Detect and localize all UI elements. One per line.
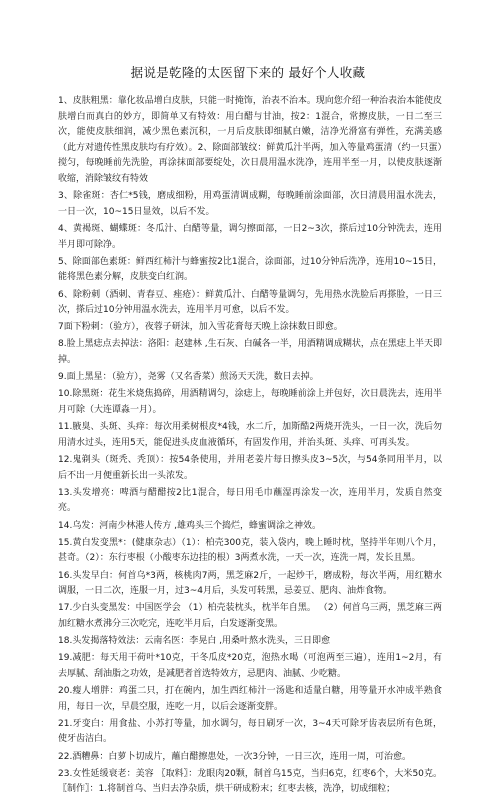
document-body: [58, 94, 442, 800]
paragraph: 5、除面部色素斑：鲜西红柿汁与蜂蜜按2比1混合，涂面部，过10分钟后洗净，连用10~15日，能将黑色素分解，皮肤变白红润。: [58, 256, 442, 283]
paragraph: 19.减肥：每天用干荷叶*10克，干冬瓜皮*20克，泡热水喝（可泡两至三遍），连用1~2月，有去厚腻、刮油脂之功效，是减肥者首选特效方，忌肥肉、油腻、少吃糖。: [58, 653, 442, 679]
paragraph: 12.鬼剃头（斑秃、秃顶）：按54条使用，并用老姜片每日擦头皮3~5次，与54条同用半月，以后不出一月便重新长出一头浓发。: [58, 455, 442, 481]
paragraph: 22.酒糟鼻：白萝卜切成片，蘸白醋擦患处，一次3分钟，一日三次，连用一周，可治愈。: [58, 751, 412, 762]
paragraph: 17.少白头变黑发：中国医学会 （1）柏壳装枕头，枕半年自黑。 （2）何首乌三两，黑芝麻三两加红糖水煮沸分三次吃完，连吃半月后，白发逐渐变黑。: [58, 603, 442, 629]
paragraph: 23.女性延缓衰老：美容 〖取料〗：龙眼肉20颗，制首乌15克，当归6克，红枣6个，大米50克。〖制作〗：1.将制首乌、当归去净杂质，烘干研成粉末；红枣去核，洗净，切成细粒；: [58, 768, 442, 795]
paragraph: 7面下粉刺：（验方），夜蓉子研沫，加入雪花膏每天晚上涂抹数日即愈。: [58, 322, 343, 333]
paragraph: 6、除粉刺（酒刺、青春豆、痤疮）：鲜黄瓜汁、白醋等量调匀，先用热水洗脸后再搽脸，一日三次，搽后过10分钟用温水洗去，连用半月可愈，以后不发。: [58, 289, 442, 316]
paragraph: 11.腋臭、头斑、头痒：每次用柔树根皮*4钱，水二斤，加斯酷2两烧开洗头，一日一次，洗后勿用清水过头，连用5天，能促进头皮血液循环，有固发作用，并治头斑、头痒、可再头发。: [58, 422, 442, 448]
paragraph: 14.乌发：河南少林港人传方 ,雄鸡头三个捣烂，蜂蜜调涂之神效。: [58, 520, 322, 531]
paragraph: 3、除雀斑：杏仁*5钱，磨成细粉，用鸡蛋清调成糊，每晚睡前涂面部，次日清晨用温水洗去，一日一次，10~15日显效，以后不发。: [58, 191, 442, 217]
paragraph: 4、黄褐斑、蝴蝶斑：冬瓜汁、白醋等量，调匀擦面部，一日2~3次，搽后过10分钟洗去，连用半月即可除净。: [58, 223, 442, 250]
document-title: 据说是乾隆的太医留下来的 最好个人收藏: [130, 65, 366, 80]
paragraph: 10.除黑斑：花生米烧焦捣碎，用酒精调匀，涂痣上，每晚睡前涂上并包好，次日晨洗去，连用半月可除（大连谭淼一月）。: [58, 389, 442, 416]
paragraph: 9.面上黑星：（验方），尧雾（又名香菜）煎汤天天洗，数日去掉。: [58, 372, 319, 383]
paragraph: 16.头发早白：何首乌*3两，核桃肉7两，黑芝麻2斤，一起炒干，磨成粉，每次半两，用红糖水调服，一日二次，连服一月，过3~4月后，头发可转黑，忌姜豆、肥肉、油炸食物。: [58, 570, 442, 597]
paragraph: 15.黄白发变黑*：(健康杂志）（1）：柏壳300克，装入袋内，晚上睡时枕，坚持半年则八个月，甚奇。（2）：东行枣根（小酸枣东边挂的根）3两煮水洗，一天一次，连洗一周，发长且黑。: [58, 537, 442, 564]
paragraph: 21.牙变白：用食盐、小苏打等量，加水调匀，每日刷牙一次，3~4天可除牙齿表层所有色斑，使牙齿洁白。: [58, 718, 442, 745]
paragraph: 1、皮肤粗黑：靠化妆品增白皮肤，只能一时掩饰，治表不治本。现向您介绍一种治表治本能使皮肤增白而真白的妙方，即简单又有特效：用白醋与甘油，按2：1混合，常擦皮肤，一日二至三次，能使皮肤细润，减少黑色素沉积，一月后皮肤即细腻白嫩，洁净光滑富有弹性，充满美感（此方对遗传性黑皮肤均有疗效）。2、除面部皱纹：鲜黄瓜汁半两，加入等量鸡蛋清（约一只蛋）搅匀，每晚睡前先洗脸，再涂抹面部要绽处，次日晨用温水洗净，连用半至一月，以使皮肤逐渐收缩，消除皱纹有特效: [58, 96, 442, 184]
paragraph: 20.瘦人增胖：鸡蛋二只，打在碗内，加生西红柿汁一汤匙和适量白糖，用等量开水冲成半熟食用，每日一次，早晨空服，连吃一月，以后会逐渐变胖。: [58, 686, 442, 712]
paragraph: 8.脸上黑痣点去掉法：洛阳：赵建林 ,生石灰、白碱各一半，用酒精调成糊状，点在黑痣上半天即掉。: [58, 339, 442, 366]
paragraph: 18.头发揭落特效法：云南名医：李晃白 ,用桑叶熬水洗头，三日即愈: [58, 636, 331, 647]
paragraph: 13.头发增亮：啤酒与醋醋按2比1混合，每日用毛巾蘸湿再涂发一次，连用半月，发质自然变亮。: [58, 487, 442, 514]
